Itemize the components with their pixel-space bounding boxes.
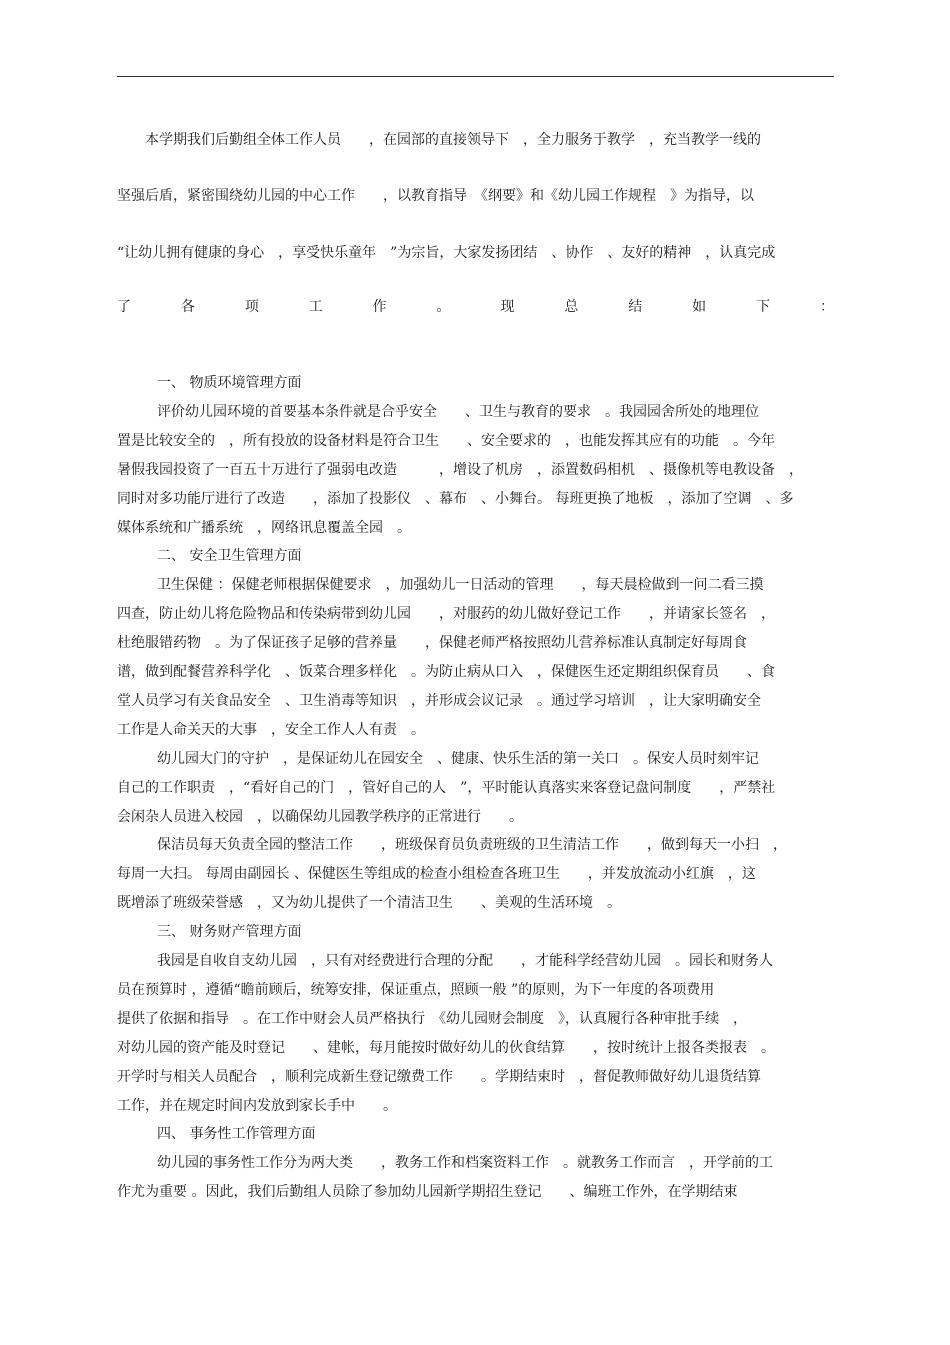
paragraph-line: 谱，做到配餐营养科学化 、饭菜合理多样化 。为防止病从口入 ，保健医生还定期组织保育员 、食 <box>117 664 775 680</box>
paragraph-line: 暑假我园投资了一百五十万进行了强弱电改造 ，增设了机房 ，添置数码相机 、摄像机等电教设备 ， <box>117 461 803 478</box>
intro-char: 总 <box>564 299 579 315</box>
paragraph-line: 媒体系统和广播系统 ，网络讯息覆盖全园 。 <box>117 519 411 536</box>
paragraph-line: 工作，并在规定时间内发放到家长手中 。 <box>117 1097 397 1114</box>
paragraph-line: 开学时与相关人员配合 ，顺利完成新生登记缴费工作 。学期结束时 ，督促教师做好幼儿退货结算 <box>117 1068 761 1085</box>
intro-char: 作 <box>372 299 387 315</box>
paragraph-line: 四查，防止幼儿将危险物品和传染病带到幼儿园 ，对服药的幼儿做好登记工作 ，并请家长签名 ， <box>117 606 775 623</box>
paragraph-first-line: 幼儿园的事务性工作分为两大类 ，教务工作和档案资料工作 。就教务工作而言 ，开学前的工 <box>157 1155 773 1172</box>
paragraph-first-line: 保洁员每天负责全园的整洁工作 ，班级保育员负责班级的卫生清洁工作 ，做到每天一小扫 ， <box>157 837 787 854</box>
paragraph-line: 自己的工作职责 ，“看好自己的门 ，管好自己的人 ”，平时能认真落实来客登记盘问制度 ，严禁社 <box>117 779 776 796</box>
paragraph-line: 对幼儿园的资产能及时登记 、建帐，每月能按时做好幼儿的伙食结算 ，按时统计上报各类报表 。 <box>117 1039 775 1056</box>
intro-line-4 <box>117 297 834 317</box>
intro-char: 各 <box>180 299 195 315</box>
paragraph-line: 提供了依据和指导 。在工作中财会人员严格执行 《幼儿园财会制度 》，认真履行各种审批手续 ， <box>117 1010 747 1027</box>
intro-char: 工 <box>308 299 323 315</box>
intro-line-2: 坚强后盾，紧密围绕幼儿园的中心工作 ，以教育指导 《纲要》和《幼儿园工作规程 》为指导，以 <box>117 188 754 204</box>
intro-char: ： <box>819 299 834 315</box>
paragraph-first-line: 评价幼儿园环境的首要基本条件就是合乎安全 、卫生与教育的要求 。我园园舍所处的地理位 <box>157 403 759 420</box>
paragraph-first-line: 卫生保健 ：保健老师根据保健要求 ，加强幼儿一日活动的管理 ，每天晨检做到一问二看三摸 <box>157 577 764 594</box>
intro-char: 项 <box>244 299 259 315</box>
paragraph-line: 员在预算时 ，遵循“瞻前顾后，统筹安排，保证重点，照顾一般 ”的原则，为下一年度的各项费用 <box>117 981 715 998</box>
paragraph-line: 作尤为重要 。因此，我们后勤组人员除了参加幼儿园新学期招生登记 、编班工作外，在学期结束 <box>117 1184 738 1201</box>
section-heading: 四、 事务性工作管理方面 <box>157 1126 316 1143</box>
paragraph-line: 置是比较安全的 ，所有投放的设备材料是符合卫生 、安全要求的 ，也能发挥其应有的功能 。今年 <box>117 432 775 449</box>
header-rule <box>117 76 834 77</box>
intro-char: 了 <box>117 299 131 315</box>
paragraph-line: 堂人员学习有关食品安全 、卫生消毒等知识 ，并形成会议记录 。通过学习培训 ，让大家明确安全 <box>117 692 761 709</box>
paragraph-first-line: 我园是自收自支幼儿园 ，只有对经费进行合理的分配 ，才能科学经营幼儿园 。园长和财务人 <box>157 953 773 969</box>
intro-char: 如 <box>692 299 707 315</box>
paragraph-line: 同时对多功能厅进行了改造 ，添加了投影仪 、幕布 、小舞台。 每班更换了地板 ，添加了空调 、多 <box>117 490 794 507</box>
intro-char: 下 <box>756 299 771 315</box>
paragraph-line: 既增添了班级荣誉感 ，又为幼儿提供了一个清洁卫生 、美观的生活环境 。 <box>117 895 621 912</box>
intro-line-1: 本学期我们后勤组全体工作人员 ，在园部的直接领导下 ，全力服务于教学 ，充当教学一线的 <box>117 132 761 148</box>
section-heading: 一、 物质环境管理方面 <box>157 375 302 391</box>
paragraph-line: 会闲杂人员进入校园 ，以确保幼儿园教学秩序的正常进行 。 <box>117 808 523 825</box>
intro-char: 结 <box>628 299 643 315</box>
paragraph-line: 工作是人命关天的大事 ，安全工作人人有责 。 <box>117 721 425 738</box>
section-heading: 三、 财务财产管理方面 <box>157 924 302 941</box>
intro-char: 。 <box>436 299 451 315</box>
paragraph-first-line: 幼儿园大门的守护 ，是保证幼儿在园安全 、健康、快乐生活的第一关口 。保安人员时刻牢记 <box>157 750 759 767</box>
section-heading: 二、 安全卫生管理方面 <box>157 548 302 565</box>
intro-line-3: “让幼儿拥有健康的身心 ，享受快乐童年 ”为宗旨，大家发扬团结 、协作 、友好的精神 ，认真完成 <box>117 245 776 261</box>
intro-char: 现 <box>500 299 515 315</box>
paragraph-line: 每周一大扫。 每周由副园长 、保健医生等组成的检查小组检查各班卫生 ，并发放流动小红旗 ，这 <box>117 866 756 883</box>
paragraph-line: 杜绝服错药物 。为了保证孩子足够的营养量 ，保健老师严格按照幼儿营养标准认真制定好每周食 <box>117 635 747 652</box>
